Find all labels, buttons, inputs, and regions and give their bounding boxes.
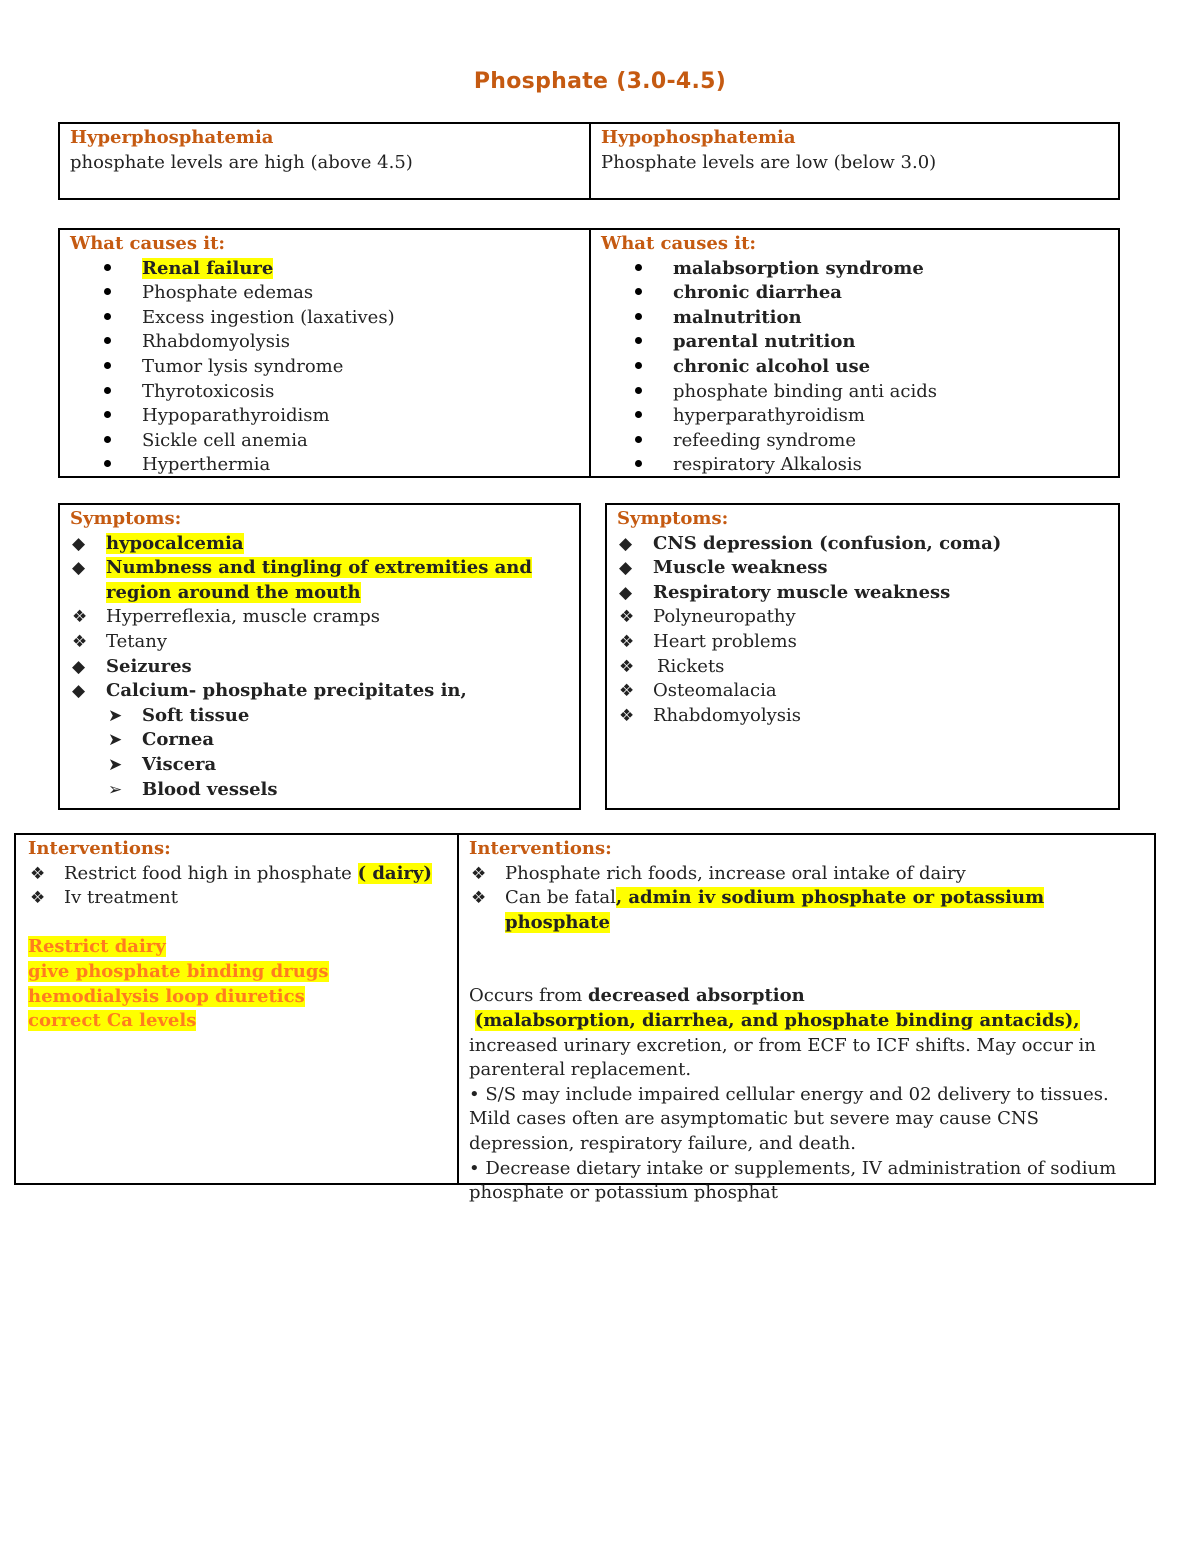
bullet-icon <box>104 355 111 380</box>
signs-symptoms-paragraph: • S/S may include impaired cellular energy and 02 delivery to tissues. Mild cases often are asymptomatic but severe may cause CNS depression, respiratory failure, and death. <box>469 1083 1109 1154</box>
hyper-intervention-notes <box>28 935 450 1033</box>
list-item: ❖ Heart problems <box>617 630 1110 655</box>
list-item: hyperparathyroidism <box>601 404 1110 429</box>
list-item: Hyperthermia <box>70 453 582 478</box>
arrowhead-bullet-icon: ➤ <box>108 754 123 775</box>
page-title: Phosphate (3.0-4.5) <box>473 69 727 94</box>
bullet-icon <box>104 257 111 282</box>
list-item: chronic alcohol use <box>601 355 1110 380</box>
list-item: ➤ Cornea <box>70 728 571 753</box>
four-diamond-bullet-icon: ❖ <box>72 631 88 652</box>
bullet-icon <box>104 330 111 355</box>
bullet-icon <box>635 281 642 306</box>
diamond-bullet-icon: ◆ <box>72 533 86 554</box>
hypo-interventions-cell <box>457 835 1154 1204</box>
list-item: ❖ Polyneuropathy <box>617 605 1110 630</box>
list-item: ❖ Rhabdomyolysis <box>617 704 1110 729</box>
list-item: malnutrition <box>601 306 1110 331</box>
arrowhead-bullet-icon: ➢ <box>108 779 123 800</box>
note-line: correct Ca levels <box>28 1010 197 1032</box>
list-item: Excess ingestion (laxatives) <box>70 306 582 331</box>
hyper-symptoms-box <box>58 503 581 810</box>
arrowhead-bullet-icon: ➤ <box>108 705 123 726</box>
hyper-heading: Hyperphosphatemia <box>70 127 274 148</box>
bullet-icon <box>104 380 111 405</box>
bullet-icon <box>104 453 111 478</box>
list-item: phosphate binding anti acids <box>601 380 1110 405</box>
list-item: ◆ Calcium- phosphate precipitates in, <box>70 679 571 704</box>
arrowhead-bullet-icon: ➤ <box>108 730 123 751</box>
definitions-table <box>58 122 1120 200</box>
bullet-icon <box>635 429 642 454</box>
causes-table <box>58 228 1120 478</box>
interventions-table <box>14 833 1156 1204</box>
bullet-icon <box>104 404 111 429</box>
diamond-bullet-icon: ◆ <box>72 681 86 702</box>
diamond-bullet-icon: ◆ <box>619 582 633 603</box>
hypo-symptoms-box <box>605 503 1120 810</box>
four-diamond-bullet-icon: ❖ <box>619 631 635 652</box>
list-item: ❖ Hyperreflexia, muscle cramps <box>70 605 571 630</box>
bullet-icon <box>635 330 642 355</box>
bullet-icon <box>635 355 642 380</box>
four-diamond-bullet-icon: ❖ <box>471 888 487 909</box>
list-item: ◆ Muscle weakness <box>617 556 1110 581</box>
list-item: Phosphate edemas <box>70 281 582 306</box>
hyper-interventions-heading: Interventions: <box>28 838 171 859</box>
list-item: malabsorption syndrome <box>601 257 1110 282</box>
list-item: parental nutrition <box>601 330 1110 355</box>
four-diamond-bullet-icon: ❖ <box>619 656 635 677</box>
hypo-interventions-heading: Interventions: <box>469 838 612 859</box>
diamond-bullet-icon: ◆ <box>72 558 86 579</box>
occurs-paragraph: Occurs from decreased absorption (malabsorption, diarrhea, and phosphate binding antacids), increased urinary excretion, or from ECF to ICF shifts. May occur in parenteral replacement. <box>469 985 1096 1081</box>
hyper-interventions-cell <box>16 835 458 1183</box>
list-item: ◆ hypocalcemia <box>70 532 571 557</box>
list-item: ❖ Iv treatment <box>28 886 450 911</box>
bullet-icon <box>104 429 111 454</box>
treatment-paragraph: • Decrease dietary intake or supplements, IV administration of sodium phosphate or potassium phosphat <box>469 1157 1117 1204</box>
hyper-causes-heading: What causes it: <box>70 233 226 254</box>
hypo-causes-list <box>601 257 1110 478</box>
list-item: Tumor lysis syndrome <box>70 355 582 380</box>
hyper-symptoms-heading: Symptoms: <box>70 508 182 529</box>
list-item: Rhabdomyolysis <box>70 330 582 355</box>
four-diamond-bullet-icon: ❖ <box>72 607 88 628</box>
list-item: ❖ Tetany <box>70 630 571 655</box>
four-diamond-bullet-icon: ❖ <box>30 888 46 909</box>
list-item: ◆ Numbness and tingling of extremities and region around the mouth <box>72 557 532 603</box>
list-item: ❖ Can be fatal, admin iv sodium phosphate or potassium phosphate <box>471 887 1045 933</box>
bullet-icon <box>635 453 642 478</box>
hyper-interventions-list <box>28 862 450 911</box>
four-diamond-bullet-icon: ❖ <box>619 607 635 628</box>
hypo-definition-cell <box>589 124 1118 198</box>
list-item: ➤ Soft tissue <box>70 704 571 729</box>
hyper-definition-cell <box>60 124 590 198</box>
list-item: chronic diarrhea <box>601 281 1110 306</box>
bullet-icon <box>635 380 642 405</box>
list-item: Hypoparathyroidism <box>70 404 582 429</box>
bullet-icon <box>104 306 111 331</box>
bullet-icon <box>635 306 642 331</box>
list-item: Sickle cell anemia <box>70 429 582 454</box>
note-line: Restrict dairy <box>28 936 166 958</box>
hyper-causes-list <box>70 257 582 478</box>
hypo-symptoms-list <box>617 532 1110 729</box>
hypo-definition-text: Phosphate levels are low (below 3.0) <box>601 151 937 173</box>
bullet-icon <box>104 281 111 306</box>
list-item: Thyrotoxicosis <box>70 380 582 405</box>
bullet-icon <box>635 404 642 429</box>
hypo-interventions-list <box>469 862 1124 936</box>
list-item: Renal failure <box>70 257 582 282</box>
four-diamond-bullet-icon: ❖ <box>619 681 635 702</box>
list-item: ❖ Rickets <box>617 655 1110 680</box>
list-item: respiratory Alkalosis <box>601 453 1110 478</box>
hyper-symptoms-list <box>70 532 571 803</box>
four-diamond-bullet-icon: ❖ <box>30 863 46 884</box>
diamond-bullet-icon: ◆ <box>72 656 86 677</box>
four-diamond-bullet-icon: ❖ <box>619 705 635 726</box>
list-item: ❖ Restrict food high in phosphate ( dairy) <box>28 862 450 887</box>
list-item: ❖ Osteomalacia <box>617 679 1110 704</box>
hypo-causes-heading: What causes it: <box>601 233 757 254</box>
note-line: give phosphate binding drugs <box>28 960 329 982</box>
hypo-heading: Hypophosphatemia <box>601 127 796 148</box>
list-item: ◆ Seizures <box>70 655 571 680</box>
note-line: hemodialysis loop diuretics <box>28 985 305 1007</box>
hypo-symptoms-heading: Symptoms: <box>617 508 729 529</box>
list-item: ◆ Respiratory muscle weakness <box>617 581 1110 606</box>
bullet-icon <box>635 257 642 282</box>
list-item: ➢ Blood vessels <box>70 778 571 803</box>
list-item: ➤ Viscera <box>70 753 571 778</box>
diamond-bullet-icon: ◆ <box>619 558 633 579</box>
list-item: ❖ Phosphate rich foods, increase oral intake of dairy <box>469 862 1124 887</box>
four-diamond-bullet-icon: ❖ <box>471 863 487 884</box>
hyper-causes-cell <box>60 230 590 476</box>
diamond-bullet-icon: ◆ <box>619 533 633 554</box>
list-item: refeeding syndrome <box>601 429 1110 454</box>
hypo-causes-cell <box>589 230 1118 476</box>
list-item: ◆ CNS depression (confusion, coma) <box>617 532 1110 557</box>
hyper-definition-text: phosphate levels are high (above 4.5) <box>70 151 413 173</box>
